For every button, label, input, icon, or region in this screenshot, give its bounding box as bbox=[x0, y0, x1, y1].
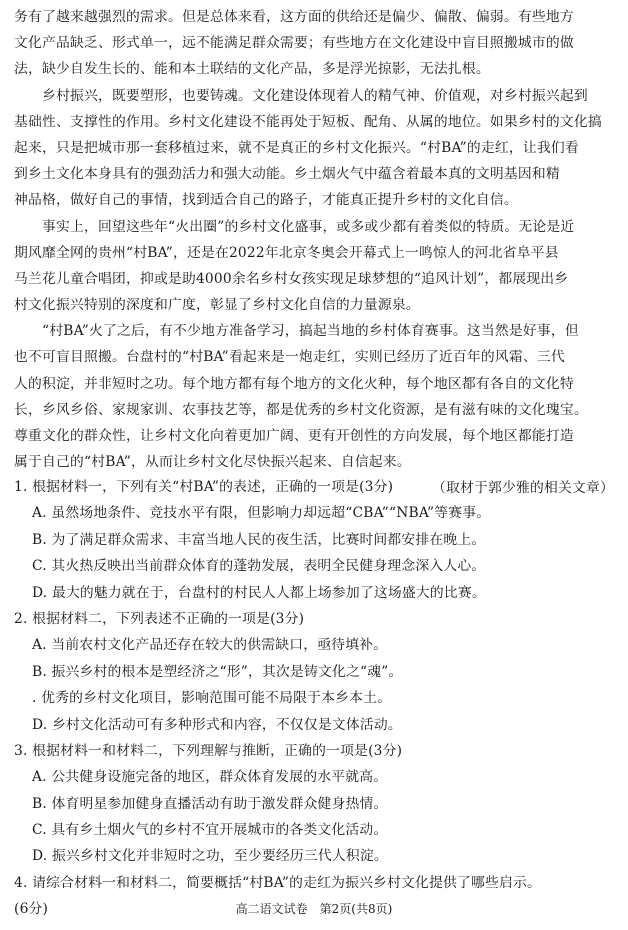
question-stem: 3. 根据材料一和材料二，下列理解与推断，正确的一项是(3分) bbox=[14, 742, 403, 759]
passage-line: 基础性、支撑性的作用。乡村文化建设不能再处于短板、配角、从属的地位。如果乡村的文化搞 bbox=[14, 113, 602, 130]
answer-option: C. 其火热反映出当前群众体育的蓬勃发展，表明全民健身理念深入人心。 bbox=[32, 558, 486, 575]
passage-line: 乡村振兴，既要塑形，也要铸魂。文化建设体现着人的精气神、价值观，对乡村振兴起到 bbox=[42, 87, 588, 104]
passage-line: 属于自己的“村BA”，从而让乡村文化尽快振兴起来、自信起来。 bbox=[14, 454, 411, 471]
page-footer: 高二语文试卷 第2页(共8页) bbox=[235, 902, 393, 916]
passage-line: 神品格，做好自己的事情，找到适合自己的路子，才能真正提升乡村的文化自信。 bbox=[14, 192, 518, 209]
passage-line: 文化产品缺乏、形式单一，远不能满足群众需要；有些地方在文化建设中盲目照搬城市的做 bbox=[14, 35, 574, 52]
passage-line: “村BA”火了之后，有不少地方准备学习，搞起当地的乡村体育赛事。这当然是好事，但 bbox=[42, 323, 579, 340]
passage-line: 法，缺少自发生长的、能和本土联结的文化产品，多是浮光掠影，无法扎根。 bbox=[14, 61, 490, 78]
passage-line: 人的积淀，并非短时之功。每个地方都有每个地方的文化火种，每个地区都有各自的文化特 bbox=[14, 375, 574, 392]
passage-line: 期风靡全网的贵州“村BA”，还是在2022年北京冬奥会开幕式上一鸣惊人的河北省阜平县 bbox=[14, 244, 559, 261]
answer-option: A. 虽然场地条件、竞技水平有限，但影响力却远超“CBA”“NBA”等赛事。 bbox=[32, 505, 491, 522]
question-stem: 4. 请综合材料一和材料二，简要概括“村BA”的走红为振兴乡村文化提供了哪些启示。 bbox=[14, 874, 542, 891]
answer-option: D. 乡村文化活动可有多种形式和内容，不仅仅是文体活动。 bbox=[32, 716, 402, 733]
passage-line: 也不可盲目照搬。台盘村的“村BA”看起来是一炮走红，实则已经历了近百年的风霜、三代 bbox=[14, 349, 565, 366]
passage-line: 事实上，回望这些年“火出圈”的乡村文化盛事，或多或少都有着类似的特质。无论是近 bbox=[42, 218, 575, 235]
answer-option: D. 振兴乡村文化并非短时之功，至少要经历三代人积淀。 bbox=[32, 848, 388, 865]
answer-option: B. 振兴乡村的根本是塑经济之“形”，其次是铸文化之“魂”。 bbox=[32, 663, 403, 680]
answer-option: B. 为了满足群众需求、丰富当地人民的夜生活，比赛时间都安排在晚上。 bbox=[32, 531, 486, 548]
answer-option: B. 体育明星参加健身直播活动有助于激发群众健身热情。 bbox=[32, 795, 388, 812]
answer-option: C. 具有乡土烟火气的乡村不宜开展城市的各类文化活动。 bbox=[32, 822, 388, 839]
reading-passage bbox=[14, 4, 616, 502]
question-stem: 2. 根据材料二，下列表述不正确的一项是(3分) bbox=[14, 610, 305, 627]
question-points: (6分) bbox=[14, 901, 49, 918]
question-list bbox=[14, 474, 618, 923]
answer-option: A. 公共健身设施完备的地区，群众体育发展的水平就高。 bbox=[32, 769, 388, 786]
answer-option: A. 当前农村文化产品还存在较大的供需缺口，亟待填补。 bbox=[32, 637, 388, 654]
passage-line: 马兰花儿童合唱团，抑或是助4000余名乡村女孩实现足球梦想的“追风计划”，都展现出乡 bbox=[14, 270, 569, 287]
answer-option: D. 最大的魅力就在于，台盘村的村民人人都上场参加了这场盛大的比赛。 bbox=[32, 584, 486, 601]
passage-line: 起来，只是把城市那一套移植过来，就不是真正的乡村文化振兴。“村BA”的走红，让我们看 bbox=[14, 139, 579, 156]
question-stem: 1. 根据材料一，下列有关“村BA”的表述，正确的一项是(3分) bbox=[14, 479, 394, 495]
answer-option: . 优秀的乡村文化项目，影响范围可能不局限于本乡本土。 bbox=[32, 690, 392, 707]
passage-line: 尊重文化的群众性，让乡村文化向着更加广阔、更有开创性的方向发展，每个地区都能打造 bbox=[14, 428, 574, 444]
passage-source: （取材于郭少雅的相关文章） bbox=[432, 480, 614, 497]
passage-line: 村文化振兴特别的深度和广度，彰显了乡村文化自信的力量源泉。 bbox=[14, 297, 420, 314]
passage-line: 长，乡风乡俗、家规家训、农事技艺等，都是优秀的乡村文化资源，是有滋有味的文化瑰宝。 bbox=[14, 401, 588, 418]
passage-line: 务有了越来越强烈的需求。但是总体来看，这方面的供给还是偏少、偏散、偏弱。有些地方 bbox=[14, 9, 574, 25]
passage-line: 到乡土文化本身具有的强劲活力和强大动能。乡土烟火气中蕴含着最本真的文明基因和精 bbox=[14, 166, 560, 183]
